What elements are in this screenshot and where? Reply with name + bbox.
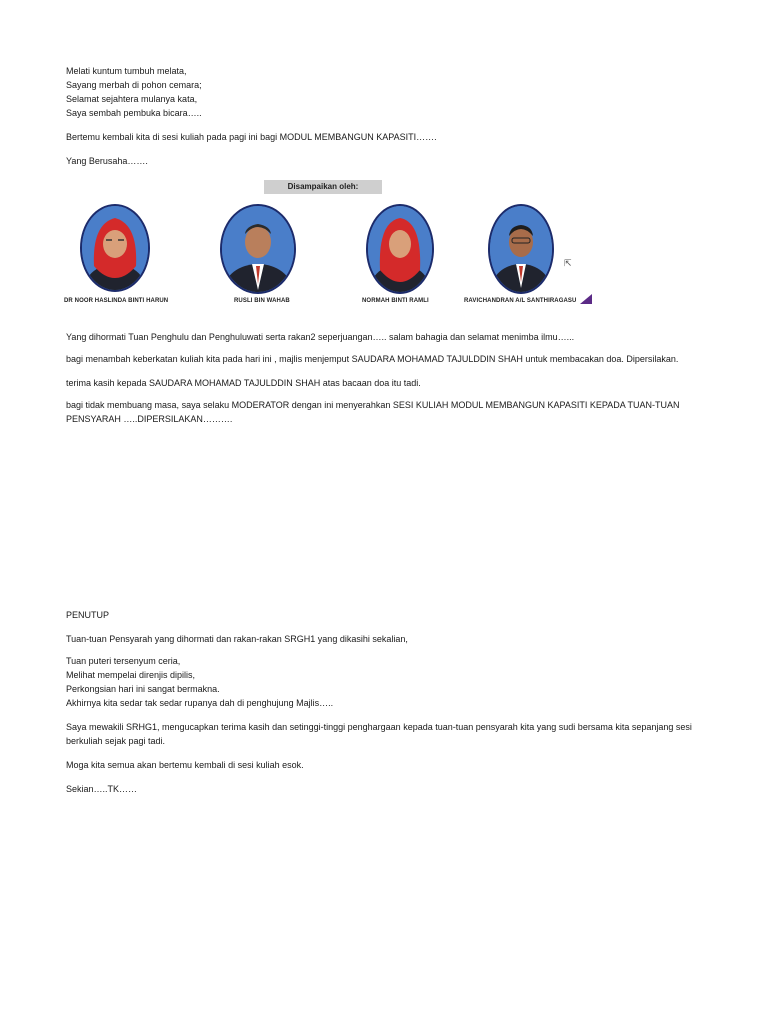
speaker-portrait-4 <box>488 204 554 294</box>
intro-paragraph: Bertemu kembali kita di sesi kuliah pada pagi ini bagi MODUL MEMBANGUN KAPASITI……. <box>66 132 437 142</box>
pantun-line: Akhirnya kita sedar tak sedar rupanya dah di penghujung Majlis….. <box>66 698 334 708</box>
salutation-paragraph: Yang dihormati Tuan Penghulu dan Penghuluwati serta rakan2 seperjuangan….. salam bahagia dan selamat menimba ilmu…... <box>66 332 575 342</box>
purple-accent-shape <box>580 294 592 304</box>
pantun-line: Tuan puteri tersenyum ceria, <box>66 656 181 666</box>
speaker-portrait-2 <box>220 204 296 294</box>
closing-greeting: Tuan-tuan Pensyarah yang dihormati dan rakan-rakan SRGH1 yang dikasihi sekalian, <box>66 634 408 644</box>
pantun-line: Sayang merbah di pohon cemara; <box>66 80 202 90</box>
photo-banner: Disampaikan oleh: <box>264 180 382 194</box>
portrait-man-suit-image <box>490 206 552 292</box>
yang-berusaha-line: Yang Berusaha……. <box>66 156 148 166</box>
closing-thanks-paragraph: Saya mewakili SRHG1, mengucapkan terima kasih dan setinggi-tinggi penghargaan kepada tuan-tuan pensyarah kita yang sudi bersama kita sepanjang sesi berkuliah sejak pagi tadi. <box>66 722 692 746</box>
speaker-name-1: DR NOOR HASLINDA BINTI HARUN <box>64 298 169 304</box>
portrait-man-suit-image <box>222 206 294 292</box>
portrait-woman-hijab-image <box>82 206 148 290</box>
speaker-portrait-1 <box>80 204 150 292</box>
speaker-name-3: NORMAH BINTI RAMLI <box>362 298 429 304</box>
speaker-photo-strip <box>60 178 600 310</box>
speaker-name-4: RAVICHANDRAN A/L SANTHIRAGASU <box>464 298 577 304</box>
speaker-portrait-3 <box>366 204 434 294</box>
doa-invite-paragraph: bagi menambah keberkatan kuliah kita pada hari ini , majlis menjemput SAUDARA MOHAMAD TAJULDDIN SHAH untuk membacakan doa. Dipersilakan. <box>66 354 679 364</box>
pantun-line: Melati kuntum tumbuh melata, <box>66 66 187 76</box>
opening-pantun <box>66 64 202 120</box>
doa-thanks-paragraph: terima kasih kepada SAUDARA MOHAMAD TAJULDDIN SHAH atas bacaan doa itu tadi. <box>66 378 421 388</box>
closing-hope-line: Moga kita semua akan bertemu kembali di sesi kuliah esok. <box>66 760 304 770</box>
signoff-line: Sekian…..TK…… <box>66 784 138 794</box>
pantun-line: Selamat sejahtera mulanya kata, <box>66 94 198 104</box>
mouse-cursor-icon: ⇱ <box>564 258 572 268</box>
penutup-heading: PENUTUP <box>66 610 110 620</box>
speaker-name-2: RUSLI BIN WAHAB <box>234 298 290 304</box>
closing-pantun <box>66 654 333 710</box>
pantun-line: Melihat mempelai direnjis dipilis, <box>66 670 196 680</box>
moderator-handover-paragraph: bagi tidak membuang masa, saya selaku MODERATOR dengan ini menyerahkan SESI KULIAH MODUL MEMBANGUN KAPASITI KEPADA TUAN-TUAN PENSYARAH …..DIPERSILAKAN………. <box>66 400 680 424</box>
pantun-line: Perkongsian hari ini sangat bermakna. <box>66 684 220 694</box>
pantun-line: Saya sembah pembuka bicara….. <box>66 108 202 118</box>
portrait-woman-hijab-image <box>368 206 432 292</box>
